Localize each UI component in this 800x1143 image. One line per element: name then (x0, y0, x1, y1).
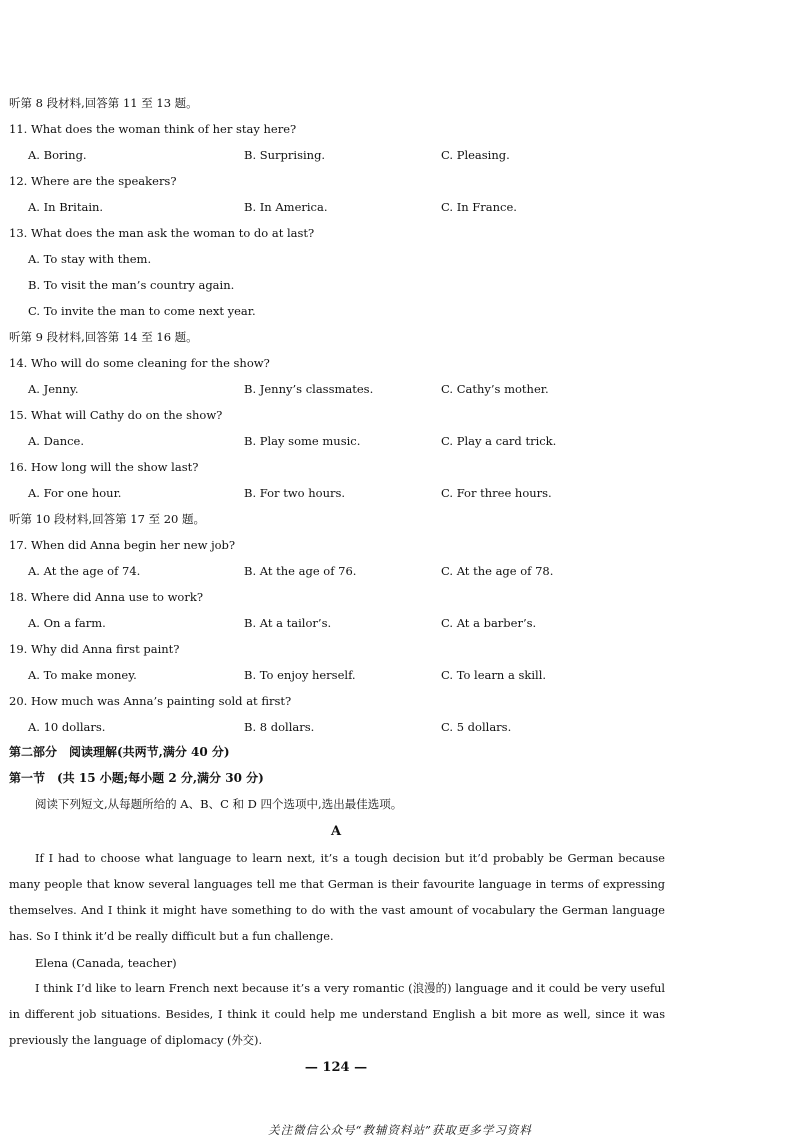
author-attribution: Elena (Canada, teacher) (35, 956, 177, 970)
question-13-stem: 13. What does the man ask the woman to do at last? (9, 226, 315, 240)
question-11-option-b: B. Surprising. (244, 148, 326, 162)
part-two-title: 第二部分 阅读理解(共两节,满分 40 分) (9, 745, 230, 759)
section-9-instruction: 听第 9 段材料,回答第 14 至 16 题。 (9, 330, 198, 344)
question-15-option-a: A. Dance. (28, 434, 85, 448)
passage-paragraph-2 (9, 976, 665, 1054)
section-one-title: 第一节 (共 15 小题;每小题 2 分,满分 30 分) (9, 771, 264, 785)
question-15-option-b: B. Play some music. (244, 434, 361, 448)
question-19-option-a: A. To make money. (28, 668, 137, 682)
question-15-stem: 15. What will Cathy do on the show? (9, 408, 223, 422)
question-17-option-a: A. At the age of 74. (28, 564, 141, 578)
question-20-option-b: B. 8 dollars. (244, 720, 315, 734)
question-12-option-b: B. In America. (244, 200, 328, 214)
question-11-option-c: C. Pleasing. (441, 148, 510, 162)
passage-letter: A (330, 824, 342, 839)
paragraph-1-text: If I had to choose what language to learn next, it’s a tough decision but it’d probably be German because many people that know several languages tell me that German is their favourite language in terms of expressing themselves. And I think it might have something to do with the vast amount of vocabulary the German language has. So I think it’d be really difficult but a fun challenge. (9, 852, 665, 943)
question-13-option-c: C. To invite the man to come next year. (28, 304, 256, 318)
passage-paragraph-1 (9, 846, 665, 950)
question-12-stem: 12. Where are the speakers? (9, 174, 177, 188)
section-10-instruction: 听第 10 段材料,回答第 17 至 20 题。 (9, 512, 205, 526)
page-number: — 124 — (304, 1060, 368, 1075)
question-18-option-a: A. On a farm. (28, 616, 106, 630)
question-14-option-a: A. Jenny. (28, 382, 79, 396)
question-16-option-b: B. For two hours. (244, 486, 346, 500)
question-11-stem: 11. What does the woman think of her stay here? (9, 122, 297, 136)
question-18-option-b: B. At a tailor’s. (244, 616, 332, 630)
question-14-option-b: B. Jenny’s classmates. (244, 382, 374, 396)
section-8-instruction: 听第 8 段材料,回答第 11 至 13 题。 (9, 96, 198, 110)
question-20-option-c: C. 5 dollars. (441, 720, 512, 734)
question-14-option-c: C. Cathy’s mother. (441, 382, 549, 396)
question-16-option-a: A. For one hour. (28, 486, 122, 500)
question-19-stem: 19. Why did Anna first paint? (9, 642, 180, 656)
paragraph-2-text: I think I’d like to learn French next because it’s a very romantic (浪漫的) language and it could be very useful in different job situations. Besides, I think it could help me understand English a bit more as well, since it was previously the language of diplomacy (外交). (9, 982, 665, 1047)
question-18-option-c: C. At a barber’s. (441, 616, 537, 630)
question-12-option-a: A. In Britain. (28, 200, 104, 214)
question-20-stem: 20. How much was Anna’s painting sold at first? (9, 694, 292, 708)
question-17-option-c: C. At the age of 78. (441, 564, 554, 578)
question-15-option-c: C. Play a card trick. (441, 434, 557, 448)
question-13-option-b: B. To visit the man’s country again. (28, 278, 235, 292)
question-14-stem: 14. Who will do some cleaning for the show? (9, 356, 270, 370)
question-13-option-a: A. To stay with them. (28, 252, 152, 266)
question-19-option-b: B. To enjoy herself. (244, 668, 356, 682)
question-16-stem: 16. How long will the show last? (9, 460, 199, 474)
question-12-option-c: C. In France. (441, 200, 517, 214)
question-16-option-c: C. For three hours. (441, 486, 552, 500)
question-18-stem: 18. Where did Anna use to work? (9, 590, 203, 604)
reading-instruction: 阅读下列短文,从每题所给的 A、B、C 和 D 四个选项中,选出最佳选项。 (35, 797, 403, 811)
question-20-option-a: A. 10 dollars. (28, 720, 106, 734)
question-17-stem: 17. When did Anna begin her new job? (9, 538, 236, 552)
footer-note: 关注微信公众号“教辅资料站”获取更多学习资料 (268, 1123, 532, 1137)
question-19-option-c: C. To learn a skill. (441, 668, 547, 682)
question-17-option-b: B. At the age of 76. (244, 564, 357, 578)
question-11-option-a: A. Boring. (28, 148, 87, 162)
